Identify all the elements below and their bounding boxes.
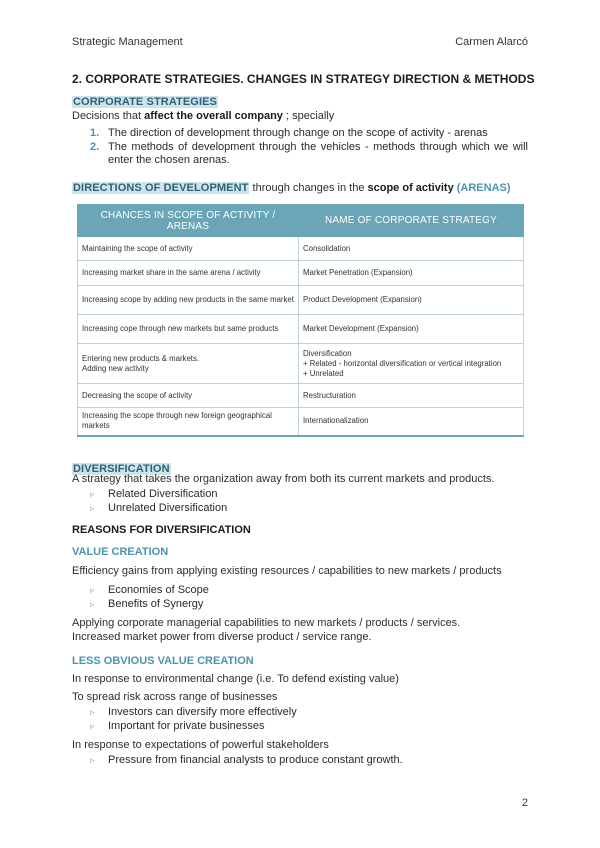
directions-bold: scope of activity [367,182,454,194]
table-row [78,384,524,408]
bullet-icon: ▹ [90,503,95,513]
value-creation-heading: VALUE CREATION [72,546,169,558]
list-item [72,487,227,501]
table-header-row [78,205,524,237]
item-text: Economies of Scope [108,584,209,596]
list-item [72,141,528,168]
section-title: 2. CORPORATE STRATEGIES. CHANGES IN STRATEGY DIRECTION & METHODS [72,72,535,86]
header-right: Carmen Alarcó [455,36,528,48]
cell-scope: Decreasing the scope of activity [78,384,299,408]
table-row [78,344,524,384]
item-text: Benefits of Synergy [108,598,204,610]
table-row [78,315,524,344]
cell-strategy: Market Penetration (Expansion) [299,261,524,286]
cell-scope: Increasing cope through new markets but same products [78,315,299,344]
list-item [72,719,297,733]
stakeholders-text: In response to expectations of powerful stakeholders [72,739,329,751]
value-creation-list [72,583,209,611]
bullet-icon: ▹ [90,585,95,595]
item-number: 2. [90,140,100,153]
environmental-text: In response to environmental change (i.e. To defend existing value) [72,673,399,685]
cell-strategy: Product Development (Expansion) [299,286,524,315]
intro-post: ; specially [282,110,335,122]
cell-strategy: Consolidation [299,237,524,261]
bullet-icon: ▹ [90,489,95,499]
item-text: The methods of development through the vehicles - methods through which we will enter the chosen arenas. [108,140,528,166]
cell-strategy: Restructuration [299,384,524,408]
directions-line [72,182,511,194]
cell-strategy [299,344,524,384]
cell-scope: Maintaining the scope of activity [78,237,299,261]
item-text: Investors can diversify more effectively [108,706,297,718]
cell-line: Adding new activity [82,363,149,373]
cell-scope: Increasing scope by adding new products in the same market [78,286,299,315]
corporate-list [72,127,528,168]
list-item [72,583,209,597]
cell-line: Entering new products & markets. [82,353,200,363]
cell-line: + Unrelated [303,368,344,378]
value-creation-text: Efficiency gains from applying existing resources / capabilities to new markets / products [72,565,502,577]
list-item [72,705,297,719]
risk-text: To spread risk across range of businesses [72,691,278,703]
item-text: The direction of development through change on the scope of activity - arenas [108,127,488,139]
item-text: Important for private businesses [108,720,265,732]
directions-heading: DIRECTIONS OF DEVELOPMENT [73,182,249,194]
intro-bold: affect the overall company [144,110,283,122]
reasons-heading: REASONS FOR DIVERSIFICATION [72,524,251,536]
cell-scope: Increasing market share in the same arena / activity [78,261,299,286]
cell-line: + Related - horizontal diversification or vertical integration [303,358,502,368]
cell-line: Diversification [303,348,352,358]
table-row [78,408,524,436]
table-row [78,261,524,286]
corporate-intro [72,110,334,122]
apply-line-2: Increased market power from diverse product / service range. [72,631,372,643]
directions-mid: through changes in the [249,182,368,194]
list-item [72,501,227,515]
list-item [72,753,403,767]
page-number: 2 [521,797,528,809]
cell-strategy: Market Development (Expansion) [299,315,524,344]
less-obvious-heading: LESS OBVIOUS VALUE CREATION [72,655,254,667]
cell-scope [78,344,299,384]
bullet-icon: ▹ [90,721,95,731]
col-header-strategy: NAME OF CORPORATE STRATEGY [299,205,524,237]
list-item [72,597,209,611]
cell-strategy: Internationalization [299,408,524,436]
stakeholders-list [72,753,403,767]
table-row [78,286,524,315]
diversification-definition: A strategy that takes the organization away from both its current markets and products. [72,473,495,485]
intro-pre: Decisions that [72,110,145,122]
diversification-label: DIVERSIFICATION [73,463,170,475]
item-number: 1. [90,127,100,139]
strategy-table [77,204,524,437]
directions-arenas: (ARENAS) [453,182,511,194]
risk-list [72,705,297,733]
col-header-scope: CHANCES IN SCOPE OF ACTIVITY / ARENAS [78,205,299,237]
diversification-list [72,487,227,515]
corporate-strategies-label: CORPORATE STRATEGIES [73,96,217,108]
table-row [78,237,524,261]
list-item [72,127,528,141]
header-left: Strategic Management [72,36,183,48]
bullet-icon: ▹ [90,755,95,765]
bullet-icon: ▹ [90,707,95,717]
corporate-strategies-heading [72,92,218,110]
cell-scope: Increasing the scope through new foreign geographical markets [78,408,299,436]
item-text: Pressure from financial analysts to produce constant growth. [108,754,403,766]
item-text: Unrelated Diversification [108,502,228,514]
item-text: Related Diversification [108,488,218,500]
bullet-icon: ▹ [90,599,95,609]
apply-line-1: Applying corporate managerial capabilities to new markets / products / services. [72,617,461,629]
